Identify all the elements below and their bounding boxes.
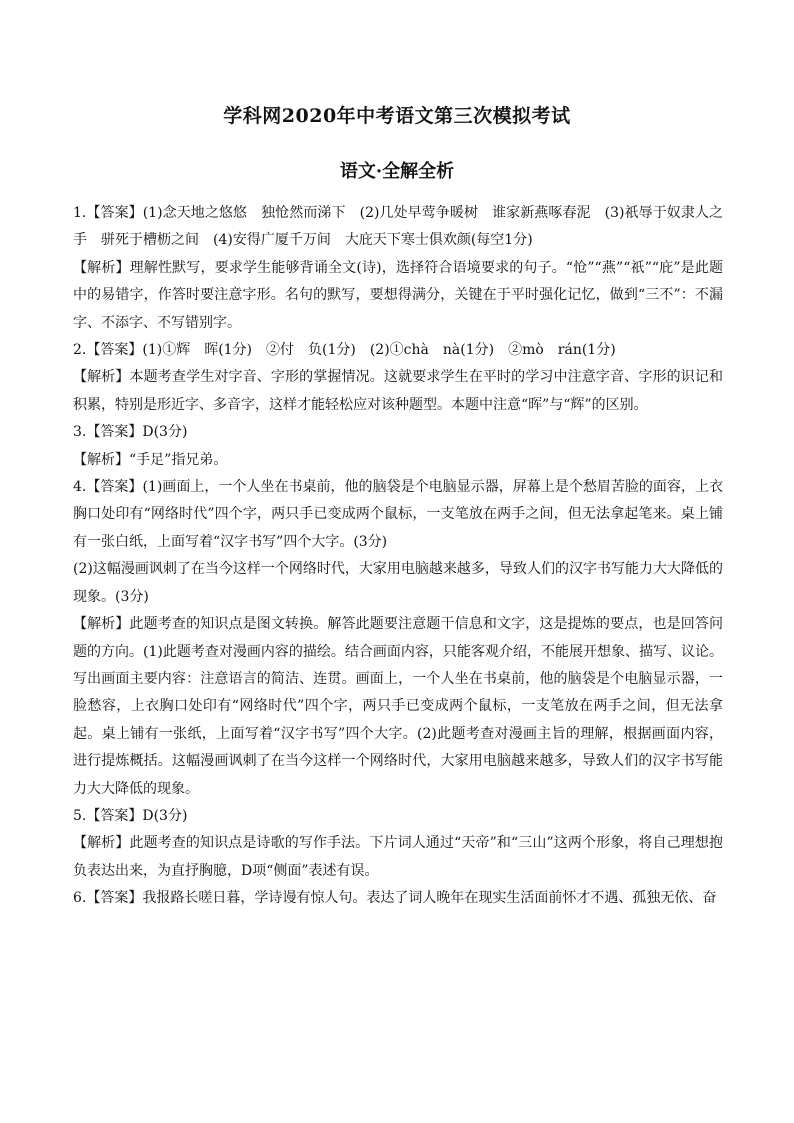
answer-6: 6.【答案】我报路长嗟日暮，学诗谩有惊人句。表达了词人晚年在现实生活面前怀才不遇、孤独无依、奋 xyxy=(73,890,717,907)
answer-2: 2.【答案】(1)①辉 晖(1分) ②付 负(1分) (2)①chà nà(1分) ②mò rán(1分) xyxy=(73,342,616,359)
answer-4-part-1: 4.【答案】(1)画面上，一个人坐在书桌前，他的脑袋是个电脑显示器，屏幕上是个愁眉苦脸的面容，上衣胸口处印有“网络时代”四个字，两只手已变成两个鼠标，一支笔放在两手之间，但无法拿起笔来。桌上铺有一张白纸，上面写着“汉字书写”四个大字。(3分) xyxy=(73,479,723,550)
analysis-3: 【解析】“手足”指兄弟。 xyxy=(73,451,228,468)
answer-3: 3.【答案】D(3分) xyxy=(73,424,188,441)
document-subtitle: 语文·全解全析 xyxy=(339,161,455,182)
answer-1: 1.【答案】(1)念天地之悠悠 独怆然而涕下 (2)几处早莺争暖树 谁家新燕啄春泥 (3)祇辱于奴隶人之手 骈死于槽枥之间 (4)安得广厦千万间 大庇天下寒士俱欢颜(每空1分) xyxy=(73,205,723,249)
answer-5: 5.【答案】D(3分) xyxy=(73,807,188,824)
analysis-2: 【解析】本题考查学生对字音、字形的掌握情况。这就要求学生在平时的学习中注意字音、字形的识记和积累，特别是形近字、多音字，这样才能轻松应对该种题型。本题中注意“晖”与“辉”的区别。 xyxy=(73,369,723,413)
document-title: 学科网2020年中考语文第三次模拟考试 xyxy=(223,105,571,127)
answer-4-part-2: (2)这幅漫画讽刺了在当今这样一个网络时代，大家用电脑越来越多，导致人们的汉字书写能力大大降低的现象。(3分) xyxy=(73,561,723,605)
analysis-4: 【解析】此题考查的知识点是图文转换。解答此题要注意题干信息和文字，这是提炼的要点，也是回答问题的方向。(1)此题考查对漫画内容的描绘。结合画面内容，只能客观介绍，不能展开想象、描写、议论。写出画面主要内容：注意语言的简洁、连贯。画面上，一个人坐在书桌前，他的脑袋是个电脑显示器，一脸愁容，上衣胸口处印有“网络时代”四个字，两只手已变成两个鼠标，一支笔放在两手之间，但无法拿起。桌上铺有一张纸，上面写着“汉字书写”四个大字。(2)此题考查对漫画主旨的理解，根据画面内容，进行提炼概括。这幅漫画讽刺了在当今这样一个网络时代，大家用电脑越来越多，导致人们的汉字书写能力大大降低的现象。 xyxy=(73,616,723,797)
analysis-5: 【解析】此题考查的知识点是诗歌的写作手法。下片词人通过“天帝”和“三山”这两个形象，将自己理想抱负表达出来，为直抒胸臆，D项“侧面”表述有误。 xyxy=(73,835,723,879)
answer-analysis-body xyxy=(73,200,723,913)
analysis-1: 【解析】理解性默写，要求学生能够背诵全文(诗)，选择符合语境要求的句子。“怆”“燕”“祇”“庇”是此题中的易错字，作答时要注意字形。名句的默写，要想得满分，关键在于平时强化记忆，做到“三不”：不漏字、不添字、不写错别字。 xyxy=(73,259,723,331)
